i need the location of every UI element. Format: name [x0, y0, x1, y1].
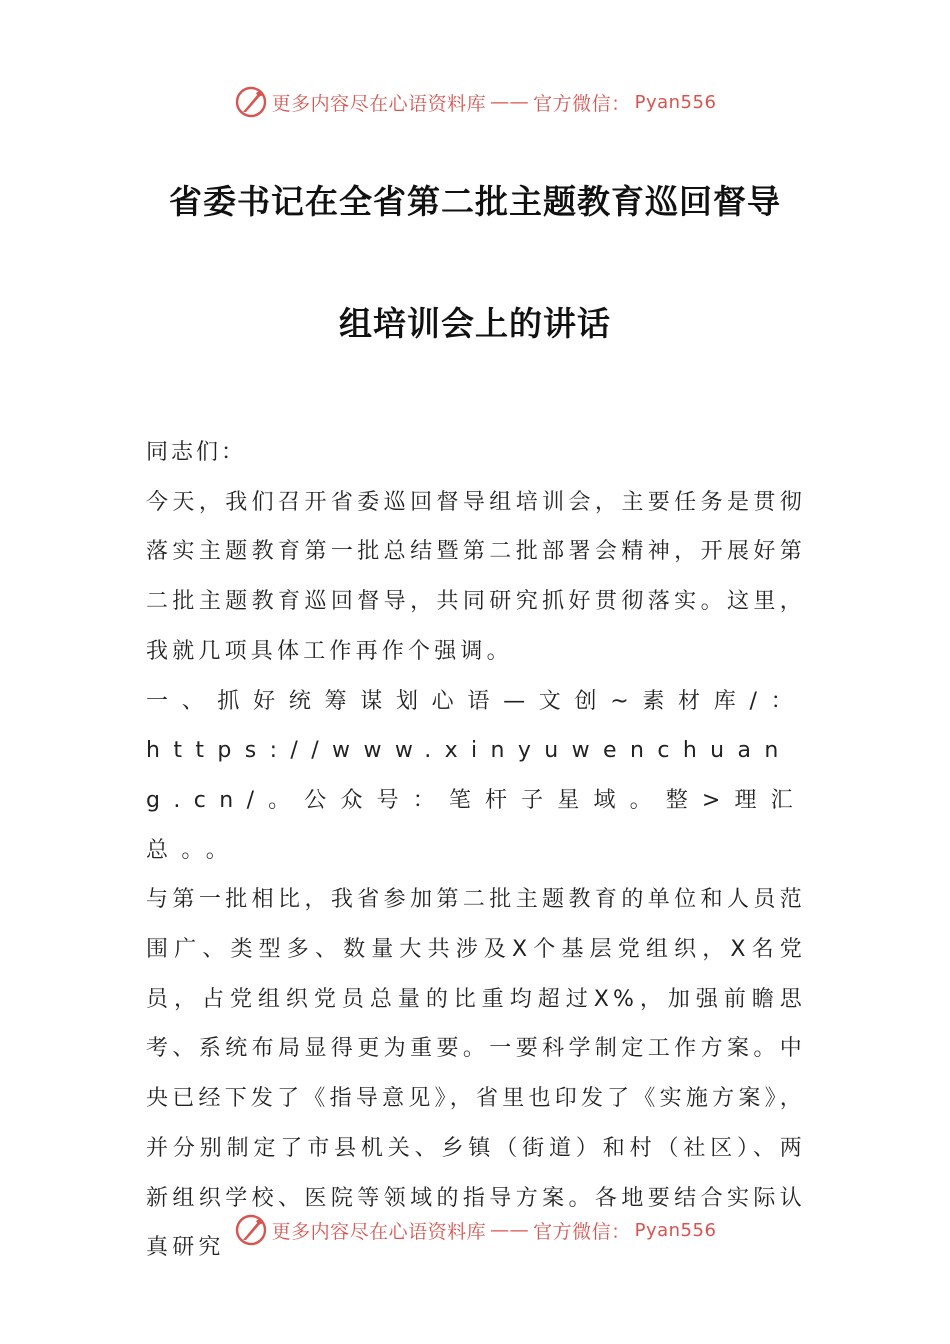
- watermark-suffix: 官方微信：: [533, 1220, 631, 1243]
- watermark-text: 更多内容尽在心语资料库: [271, 1220, 487, 1243]
- watermark-separator: ——: [490, 91, 530, 113]
- paragraph-body: 与第一批相比，我省参加第二批主题教育的单位和人员范围广、类型多、数量大共涉及X个基层党组织，X名党员，占党组织党员总量的比重均超过X%，加强前瞻思考、系统布局显得更为重要。一要科学制定工作方案。中央已经下发了《指导意见》，省里也印发了《实施方案》，并分别制定了市县机关、乡镇（街道）和村（社区）、两新组织学校、医院等领域的指导方案。各地要结合实际认真研究: [146, 887, 806, 1261]
- watermark-separator: ——: [490, 1219, 530, 1241]
- paragraph-section-heading: 一、抓好统筹谋划心语—文创~素材库/：https://www.xinyuwenchuang.cn/。公众号：笔杆子星域。整>理汇总。。: [146, 688, 806, 863]
- watermark-wechat-id: Pyan556: [634, 1219, 717, 1241]
- header-watermark: [0, 80, 950, 124]
- watermark-suffix: 官方微信：: [533, 92, 631, 115]
- watermark-text: 更多内容尽在心语资料库: [271, 92, 487, 115]
- document-body: [146, 428, 806, 1273]
- document-title-line-1: 省委书记在全省第二批主题教育巡回督导: [169, 182, 781, 221]
- paragraph-intro: 今天，我们召开省委巡回督导组培训会，主要任务是贯彻落实主题教育第一批总结暨第二批部署会精神，开展好第二批主题教育巡回督导，共同研究抓好贯彻落实。这里，我就几项具体工作再作个强调。: [146, 489, 806, 664]
- watermark-wechat-id: Pyan556: [634, 91, 717, 113]
- quill-pen-icon: [234, 1213, 268, 1247]
- document-title-line-2: 组培训会上的讲话: [339, 304, 611, 343]
- footer-watermark: [0, 1208, 950, 1252]
- quill-pen-icon: [234, 85, 268, 119]
- paragraph-greeting: 同志们：: [146, 440, 247, 465]
